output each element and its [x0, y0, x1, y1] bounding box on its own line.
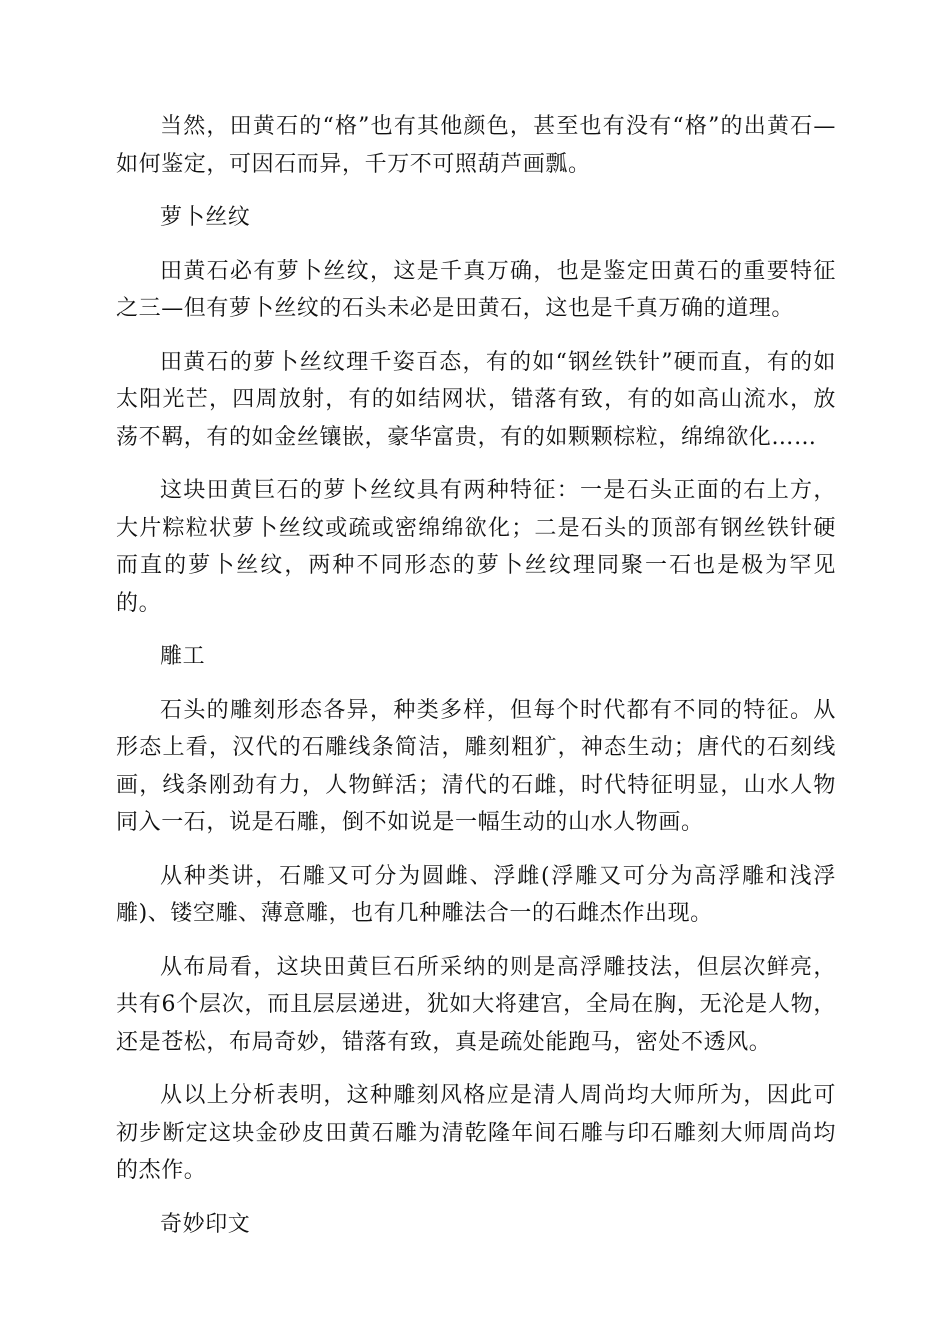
paragraph-tianhuang-ge-color: 当然，田黄石的“格”也有其他颜色，甚至也有没有“格”的出黄石—如何鉴定，可因石而异，千万不可照葫芦画瓢。 [116, 114, 836, 177]
document-body [116, 108, 836, 1259]
section-heading-qimiao-yinwen: 奇妙印文 [160, 1211, 251, 1237]
paragraph-luobo-siwen-this-stone: 这块田黄巨石的萝卜丝纹具有两种特征：一是石头正面的右上方，大片粽粒状萝卜丝纹或疏或密绵绵欲化；二是石头的顶部有钢丝铁针硬而直的萝卜丝纹，两种不同形态的萝卜丝纹理同聚一石也是极为罕见的。 [116, 478, 836, 616]
paragraph-luobo-siwen-forms: 田黄石的萝卜丝纹理千姿百态，有的如“钢丝铁针”硬而直，有的如太阳光芒，四周放射，有的如结网状，错落有致，有的如高山流水，放荡不羁，有的如金丝镶嵌，豪华富贵，有的如颗颗棕粒，绵绵欲化…… [116, 349, 836, 450]
paragraph-carving-layout: 从布局看，这块田黄巨石所采纳的则是高浮雕技法，但层次鲜亮，共有6个层次，而且层层递进，犹如大将建宫，全局在胸，无沦是人物，还是苍松，布局奇妙，错落有致，真是疏处能跑马，密处不透风。 [116, 954, 836, 1055]
section-heading-diaogong: 雕工 [160, 644, 206, 669]
paragraph-carving-conclusion: 从以上分析表明，这种雕刻风格应是清人周尚均大师所为，因此可初步断定这块金砂皮田黄石雕为清乾隆年间石雕与印石雕刻大师周尚均的杰作。 [116, 1083, 836, 1183]
paragraph-luobo-siwen-feature: 田黄石必有萝卜丝纹，这是千真万确，也是鉴定田黄石的重要特征之三—但有萝卜丝纹的石头未必是田黄石，这也是千真万确的道理。 [116, 258, 836, 321]
section-heading-luobo-siwen: 萝卜丝纹 [160, 205, 251, 230]
paragraph-carving-by-era: 石头的雕刻形态各异，种类多样，但每个时代都有不同的特征。从形态上看，汉代的石雕线条简洁，雕刻粗犷，神态生动；唐代的石刻线画，线条刚劲有力，人物鲜活；清代的石雌，时代特征明显，山水人物同入一石，说是石雕，倒不如说是一幅生动的山水人物画。 [116, 697, 836, 835]
paragraph-carving-types: 从种类讲，石雕又可分为圆雌、浮雌(浮雕又可分为高浮雕和浅浮雕)、镂空雕、薄意雕，也有几种雕法合一的石雌杰作出现。 [116, 863, 836, 926]
